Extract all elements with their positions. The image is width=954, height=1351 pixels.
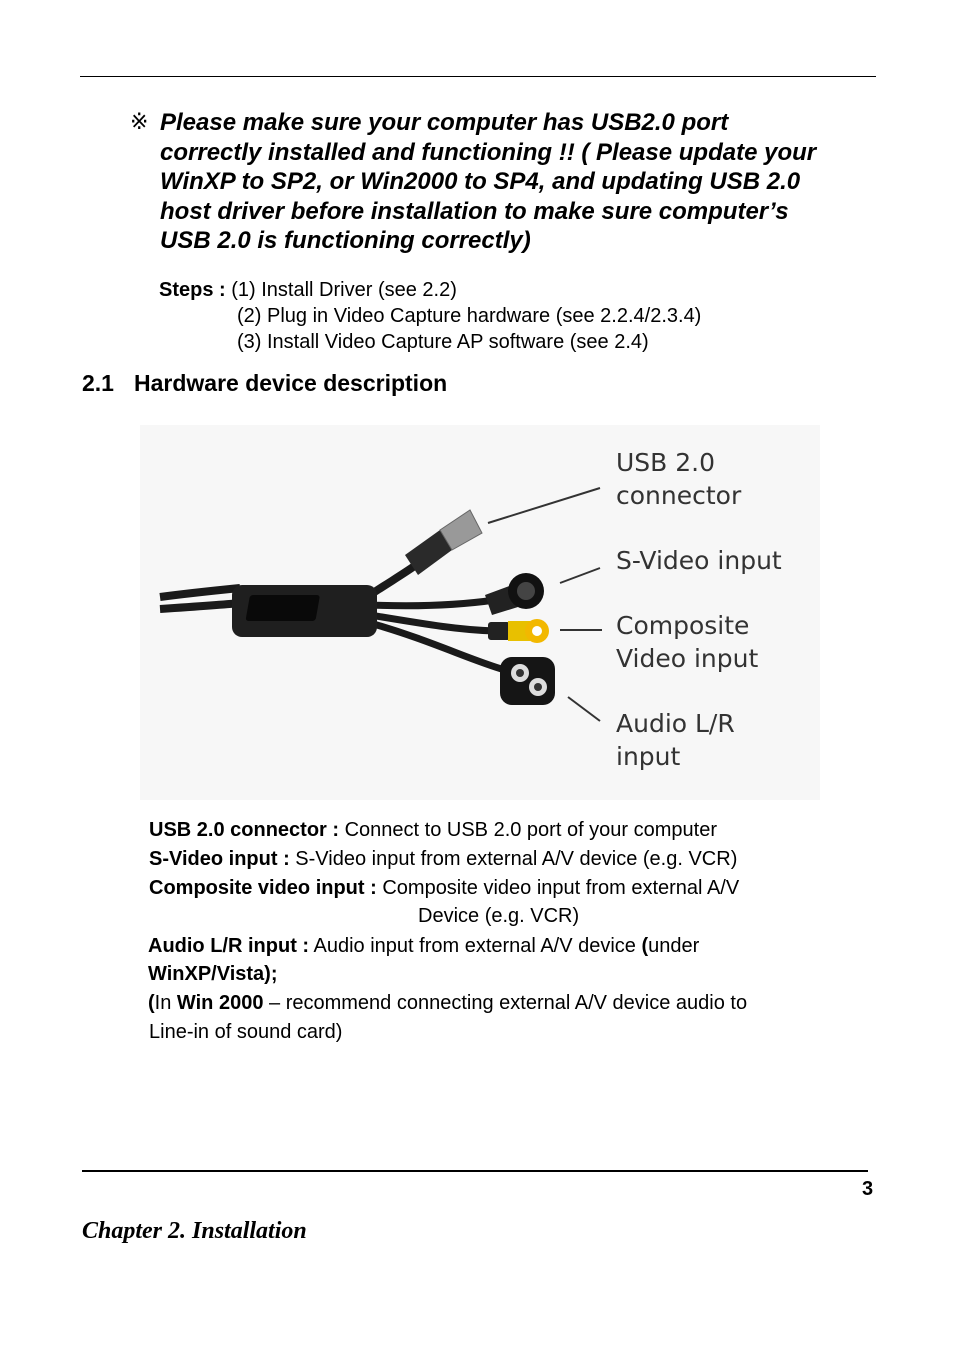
composite-description bbox=[149, 874, 739, 902]
win2000-note bbox=[148, 989, 747, 1017]
desc-label: S-Video input : bbox=[149, 848, 290, 870]
desc-label: Composite video input : bbox=[149, 877, 377, 899]
composite-label: Video input bbox=[616, 644, 759, 673]
audio-label: input bbox=[616, 742, 681, 771]
desc-text: In bbox=[154, 992, 177, 1014]
step-item: (3) Install Video Capture AP software (see 2.4) bbox=[237, 331, 649, 353]
hardware-figure bbox=[140, 425, 820, 800]
desc-label: Audio L/R input : bbox=[148, 935, 310, 957]
bottom-rule bbox=[82, 1170, 868, 1172]
audio-description bbox=[148, 932, 699, 960]
notice-line: WinXP to SP2, or Win2000 to SP4, and updating USB 2.0 bbox=[160, 168, 801, 195]
desc-text: – recommend connecting external A/V device audio to bbox=[263, 992, 748, 1014]
notice-line: USB 2.0 is functioning correctly) bbox=[160, 227, 531, 254]
desc-text: S-Video input from external A/V device (e.g. VCR) bbox=[289, 848, 738, 870]
desc-label: USB 2.0 connector : bbox=[149, 819, 340, 841]
step-item: (1) Install Driver (see 2.2) bbox=[231, 279, 457, 301]
composite-connector-icon bbox=[488, 619, 549, 643]
composite-label: Composite bbox=[616, 611, 750, 640]
audio-connector-icon bbox=[500, 657, 555, 705]
section-heading bbox=[82, 368, 447, 398]
composite-description-cont: Device (e.g. VCR) bbox=[418, 905, 580, 927]
section-number: 2.1 bbox=[82, 370, 114, 396]
s-video-label: S-Video input bbox=[616, 546, 782, 575]
win2000-note-cont: Line-in of sound card) bbox=[149, 1021, 343, 1043]
desc-label: WinXP/Vista); bbox=[148, 963, 278, 985]
desc-text: under bbox=[648, 935, 700, 957]
desc-text: Composite video input from external A/V bbox=[376, 877, 740, 899]
audio-os bbox=[148, 960, 277, 988]
section-title: Hardware device description bbox=[134, 370, 448, 396]
top-rule bbox=[80, 76, 876, 77]
capture-box bbox=[232, 585, 377, 637]
notice-line: correctly installed and functioning !! ( Please update your bbox=[160, 138, 817, 166]
page-number: 3 bbox=[862, 1178, 874, 1200]
usb-connector-label: connector bbox=[616, 481, 742, 510]
audio-label: Audio L/R bbox=[616, 709, 735, 738]
desc-text: Connect to USB 2.0 port of your computer bbox=[339, 819, 718, 841]
notice-line: Please make sure your computer has USB2.0 port bbox=[160, 109, 729, 136]
usb-notice bbox=[160, 108, 880, 256]
usb-connector-label: USB 2.0 bbox=[616, 448, 716, 477]
step-item: (2) Plug in Video Capture hardware (see 2.2.4/2.3.4) bbox=[237, 305, 702, 327]
notice-line: host driver before installation to make sure computer’s bbox=[160, 197, 789, 225]
reference-mark-icon: ※ bbox=[130, 110, 149, 135]
chapter-title: Chapter 2. Installation bbox=[82, 1218, 307, 1244]
steps-list bbox=[159, 277, 457, 303]
desc-text: Audio input from external A/V device bbox=[309, 935, 642, 957]
desc-label: Win 2000 bbox=[176, 992, 264, 1014]
s-video-description bbox=[149, 845, 737, 873]
desc-paren: ( bbox=[641, 935, 649, 957]
desc-paren: ( bbox=[148, 992, 155, 1014]
usb-description bbox=[149, 816, 717, 844]
steps-label: Steps : bbox=[159, 279, 226, 301]
